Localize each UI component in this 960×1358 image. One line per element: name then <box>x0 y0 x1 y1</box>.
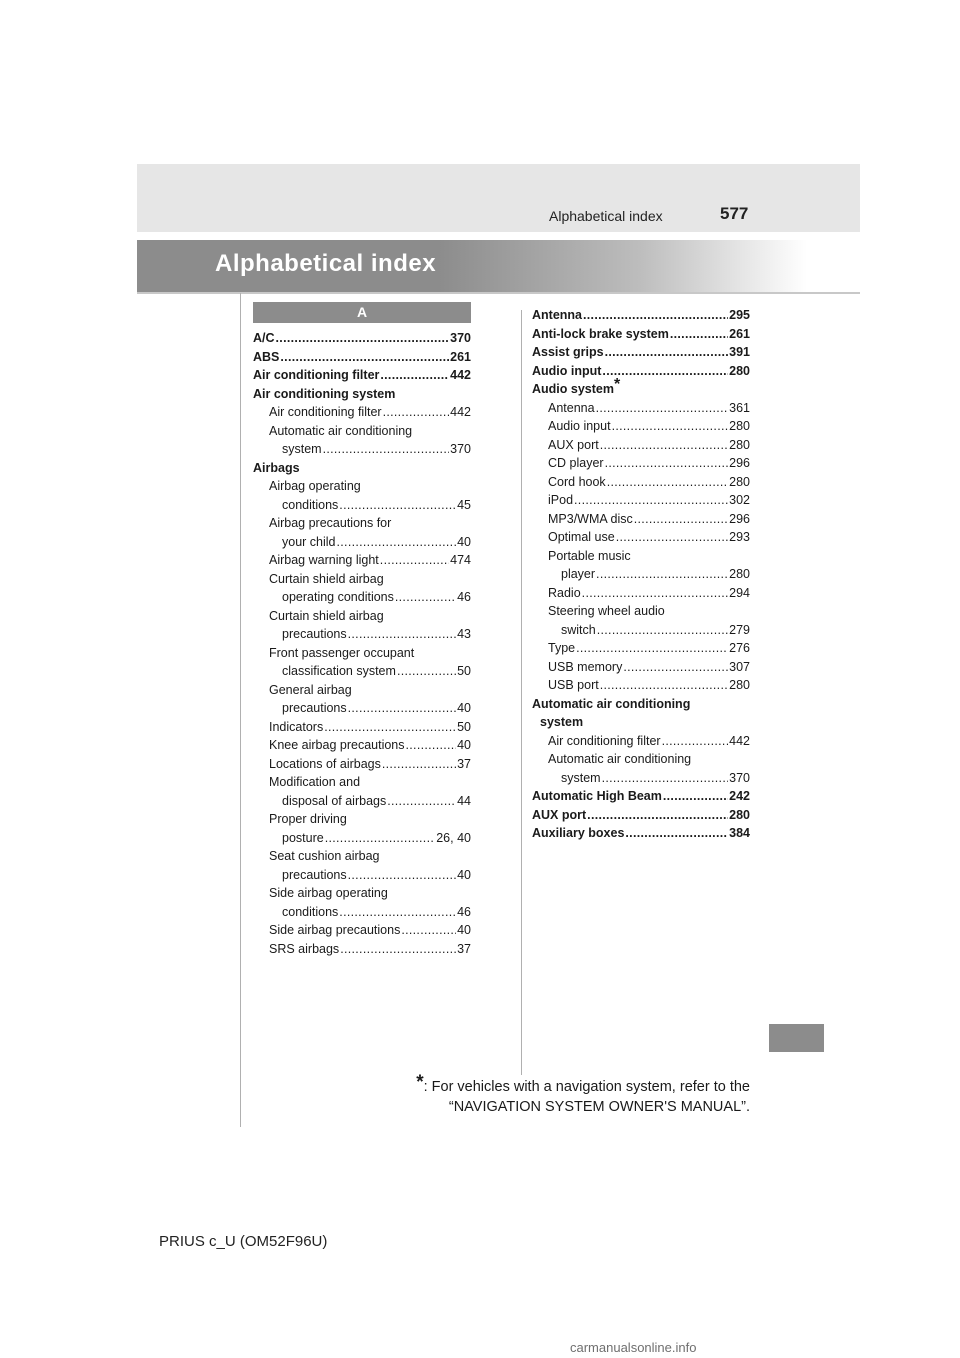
index-heading-automatic-air-conditioning: Automatic air conditioning <box>532 696 691 711</box>
index-subentry[interactable]: posture ..... 26, 40 <box>253 829 471 848</box>
index-heading-continuation: system <box>540 715 584 729</box>
index-subentry[interactable]: player ..... 280 <box>532 565 750 584</box>
index-entry[interactable]: Antenna ..... 295 <box>532 306 750 325</box>
index-subentry-line: Airbag operating <box>269 479 361 493</box>
index-subentry-line: Steering wheel audio <box>548 604 665 618</box>
index-subentry[interactable]: USB memory ..... 307 <box>532 658 750 677</box>
index-heading-air-conditioning-system: Air conditioning system <box>253 386 396 401</box>
index-subentry[interactable]: MP3/WMA disc ..... 296 <box>532 510 750 529</box>
index-subentry-line: Seat cushion airbag <box>269 849 380 863</box>
watermark: carmanualsonline.info <box>570 1340 697 1355</box>
header-section-title: Alphabetical index <box>549 208 663 224</box>
index-entry[interactable]: Audio input ..... 280 <box>532 362 750 381</box>
index-subentry-line: Automatic air conditioning <box>548 752 692 766</box>
index-entry[interactable]: Assist grips ..... 391 <box>532 343 750 362</box>
index-subentry[interactable]: Type ..... 276 <box>532 639 750 658</box>
index-entry[interactable]: ABS ..... 261 <box>253 348 471 367</box>
index-subentry-line: Proper driving <box>269 812 347 826</box>
index-subentry-line: Front passenger occupant <box>269 645 415 660</box>
index-subentry[interactable]: Air conditioning filter ..... 442 <box>532 732 750 751</box>
index-subentry[interactable]: Cord hook ..... 280 <box>532 473 750 492</box>
index-entry[interactable]: Auxiliary boxes ..... 384 <box>532 824 750 843</box>
index-entry[interactable]: Anti-lock brake system ..... 261 <box>532 325 750 344</box>
left-margin-rule <box>240 293 241 1127</box>
index-heading-audio-system: Audio system* <box>532 376 621 396</box>
index-subentry-line: Curtain shield airbag <box>269 571 384 586</box>
index-subentry-line: Airbag precautions for <box>269 516 392 530</box>
index-subentry-line: Curtain shield airbag <box>269 608 384 623</box>
index-subentry[interactable]: precautions ..... 40 <box>253 699 471 718</box>
page-title: Alphabetical index <box>215 250 437 277</box>
index-subentry[interactable]: Side airbag precautions ..... 40 <box>253 921 471 940</box>
index-subentry[interactable]: Audio input ..... 280 <box>532 417 750 436</box>
index-subentry[interactable]: SRS airbags ..... 37 <box>253 940 471 959</box>
footnote-asterisk: * <box>416 1072 424 1093</box>
footnote-line-1: : For vehicles with a navigation system, refer to the <box>423 1079 750 1095</box>
index-subentry-line: General airbag <box>269 682 352 697</box>
title-band-edge <box>137 292 860 294</box>
index-subentry[interactable]: Airbag warning light ..... 474 <box>253 551 471 570</box>
index-entry[interactable]: Automatic High Beam ..... 242 <box>532 787 750 806</box>
index-subentry[interactable]: AUX port ..... 280 <box>532 436 750 455</box>
index-subentry-line: Portable music <box>548 548 631 563</box>
chapter-tab-marker <box>769 1024 824 1052</box>
index-subentry[interactable]: disposal of airbags ..... 44 <box>253 792 471 811</box>
index-heading-airbags: Airbags <box>253 460 300 475</box>
index-subentry[interactable]: your child ..... 40 <box>253 533 471 552</box>
index-subentry-line: Side airbag operating <box>269 886 388 900</box>
index-subentry[interactable]: conditions ..... 46 <box>253 903 471 922</box>
index-subentry[interactable]: Antenna ..... 361 <box>532 399 750 418</box>
index-subentry[interactable]: switch ..... 279 <box>532 621 750 640</box>
index-subentry[interactable]: classification system ..... 50 <box>253 662 471 681</box>
footer-model-code: PRIUS c_U (OM52F96U) <box>159 1233 328 1250</box>
index-column-right <box>532 306 750 843</box>
index-subentry[interactable]: Locations of airbags ..... 37 <box>253 755 471 774</box>
index-subentry[interactable]: system ..... 370 <box>532 769 750 788</box>
index-subentry[interactable]: precautions ..... 40 <box>253 866 471 885</box>
index-subentry[interactable]: operating conditions ..... 46 <box>253 588 471 607</box>
footnote-line-2: “NAVIGATION SYSTEM OWNER'S MANUAL”. <box>448 1099 750 1115</box>
index-subentry[interactable]: CD player ..... 296 <box>532 454 750 473</box>
index-entry[interactable]: A/C ..... 370 <box>253 329 471 348</box>
column-divider <box>521 310 522 1075</box>
index-entry[interactable]: AUX port ..... 280 <box>532 806 750 825</box>
index-subentry-line: Automatic air conditioning <box>269 423 413 438</box>
section-letter-header: A <box>253 302 471 323</box>
index-subentry[interactable]: iPod ..... 302 <box>532 491 750 510</box>
index-subentry[interactable]: Optimal use ..... 293 <box>532 528 750 547</box>
index-subentry[interactable]: Air conditioning filter ..... 442 <box>253 403 471 422</box>
index-subentry-line: Modification and <box>269 775 361 789</box>
index-subentry[interactable]: Knee airbag precautions ..... 40 <box>253 736 471 755</box>
index-column-left <box>253 329 471 958</box>
index-subentry[interactable]: system ..... 370 <box>253 440 471 459</box>
index-subentry[interactable]: USB port ..... 280 <box>532 676 750 695</box>
index-subentry[interactable]: Indicators ..... 50 <box>253 718 471 737</box>
index-subentry[interactable]: precautions ..... 43 <box>253 625 471 644</box>
index-entry[interactable]: Air conditioning filter ..... 442 <box>253 366 471 385</box>
footnote-asterisk-marker: * <box>613 376 621 393</box>
index-subentry[interactable]: Radio ..... 294 <box>532 584 750 603</box>
footnote <box>416 1072 750 1117</box>
header-bar <box>137 164 860 232</box>
page-number: 577 <box>720 204 749 223</box>
index-subentry[interactable]: conditions ..... 45 <box>253 496 471 515</box>
